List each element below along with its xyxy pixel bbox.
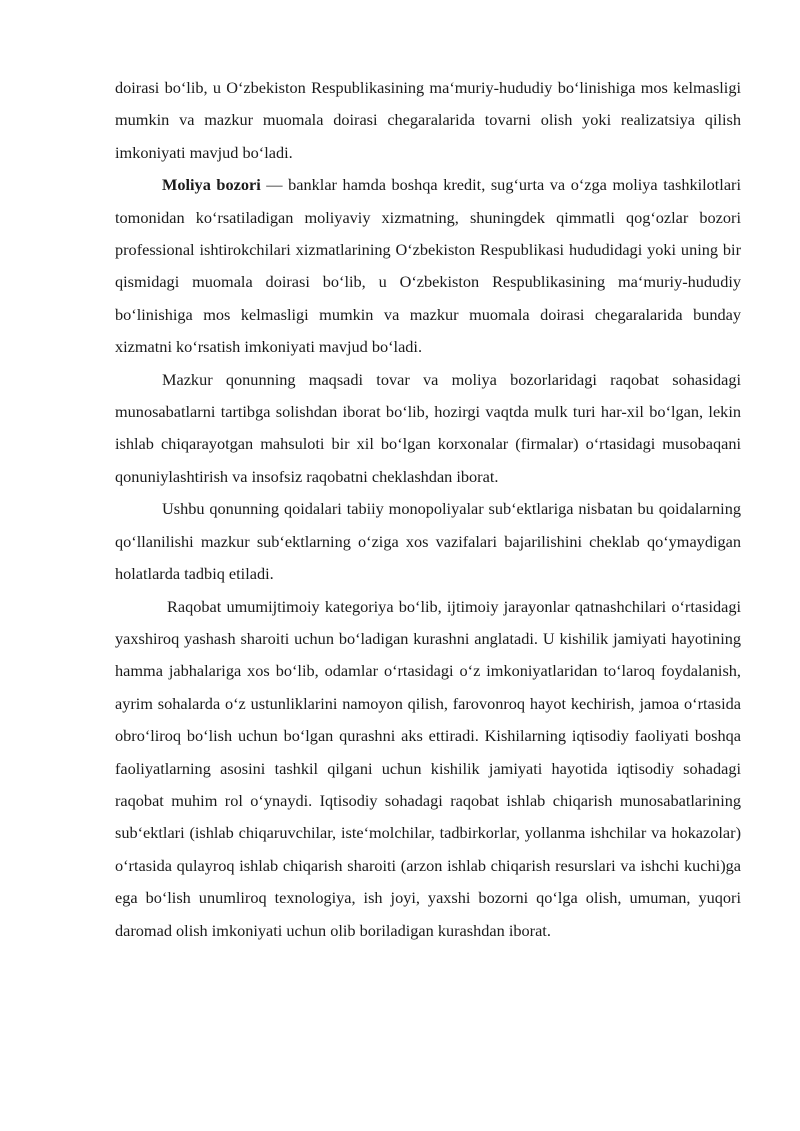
- definition-financial-market: — banklar hamda boshqa kredit, sug‘urta va o‘zga moliya tashkilotlari tomonidan ko‘rsatiladigan moliyaviy xizmatning, shuningdek qimmatli qog‘ozlar bozori professional ishtirokchilari xizmatlarining O‘zbekiston Respublikasi hududidagi yoki uning bir qismidagi muomala doirasi bo‘lib, u O‘zbekiston Respublikasining ma‘muriy-hududiy bo‘linishiga mos kelmasligi mumkin va mazkur muomala doirasi chegaralarida bunday xizmatni ko‘rsatish imkoniyati mavjud bo‘ladi.: [115, 175, 742, 357]
- term-financial-market: Moliya bozori: [162, 175, 261, 195]
- paragraph-law-purpose: Mazkur qonunning maqsadi tovar va moliya bozorlaridagi raqobat sohasidagi munosabatlarni tartibga solishdan iborat bo‘lib, hozirgi vaqtda mulk turi har-xil bo‘lgan, lekin ishlab chiqarayotgan mahsuloti bir xil bo‘lgan korxonalar (firmalar) o‘rtasidagi musobaqani qonuniylashtirish va insofsiz raqobatni cheklashdan iborat.: [115, 369, 741, 486]
- paragraph-financial-market: [115, 169, 741, 363]
- paragraph-continuation: doirasi bo‘lib, u O‘zbekiston Respublikasining ma‘muriy-hududiy bo‘linishiga mos kelmasligi mumkin va mazkur muomala doirasi chegaralarida tovarni olish yoki realizatsiya qilish imkoniyati mavjud bo‘ladi.: [115, 78, 741, 162]
- paragraph-competition: Raqobat umumijtimoiy kategoriya bo‘lib, ijtimoiy jarayonlar qatnashchilari o‘rtasidagi yaxshiroq yashash sharoiti uchun bo‘ladigan kurashni anglatadi. U kishilik jamiyati hayotining hamma jabhalariga xos bo‘lib, odamlar o‘rtasidagi o‘z imkoniyatlaridan to‘laroq foydalanish, ayrim sohalarda o‘z ustunliklarini namoyon qilish, farovonroq hayot kechirish, jamoa o‘rtasida obro‘liroq bo‘lish uchun bo‘lgan qurashni aks ettiradi. Kishilarning iqtisodiy faoliyati boshqa faoliyatlarning asosini tashkil qilgani uchun kishilik jamiyati hayotida iqtisodiy sohadagi raqobat muhim rol o‘ynaydi. Iqtisodiy sohadagi raqobat ishlab chiqarish munosabatlarining sub‘ektlari (ishlab chiqaruvchilar, iste‘molchilar, tadbirkorlar, yollanma ishchilar va hokazolar) o‘rtasida qulayroq ishlab chiqarish sharoiti (arzon ishlab chiqarish resurslari va ishchi kuchi)ga ega bo‘lish unumliroq texnologiya, ish joyi, yaxshi bozorni qo‘lga olish, umuman, yuqori daromad olish imkoniyati uchun olib boriladigan kurashdan iborat.: [115, 596, 741, 940]
- document-page: [115, 72, 741, 947]
- paragraph-natural-monopolies: Ushbu qonunning qoidalari tabiiy monopoliyalar sub‘ektlariga nisbatan bu qoidalarning qo‘llanilishi mazkur sub‘ektlarning o‘ziga xos vazifalari bajarilishini cheklab qo‘ymaydigan holatlarda tadbiq etiladi.: [115, 499, 741, 584]
